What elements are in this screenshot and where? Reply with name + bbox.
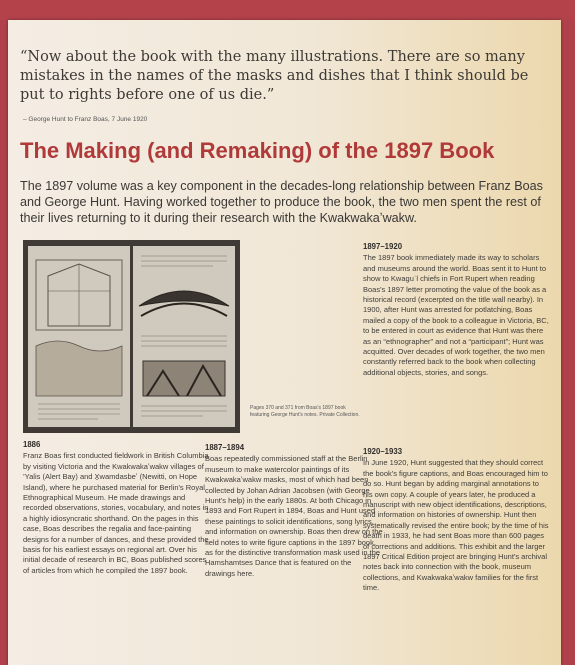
quote-attribution: – George Hunt to Franz Boas, 7 June 1920 [23,116,148,123]
book-page-left-illustration [28,246,130,427]
section-body: The 1897 book immediately made its way to scholars and museums around the world. Boas sent it to Hunt to show to Kwaguʾl chiefs in Fort Rupert when reading Boas's 1897 letter promoting the value of the book as a historical record (excerpted on the title wall nearby). In 1900, after Hunt was arrested for potlatching, Boas mailed a copy of the book to a colleague in Victoria, BC, to be entered in court as evidence that Hunt was there as an “ethnographer” and not a “participant”; Hunt was acquitted. Over decades of work together, the two men constantly referred back to the book when collecting additional objects, stories, and songs. [363,253,549,377]
epigraph-quote: “Now about the book with the many illustrations. There are so many mistakes in the names of the masks and dishes that I think should be put to rights before one of us die.” [20,49,529,103]
section-1897-1920 [363,242,550,378]
section-body: Franz Boas first conducted fieldwork in British Columbia by visiting Victoria and the Kwakwakaʼwakw villages of ’Yalis (Alert Bay) and X̱wamdasbeʼ (Newitti, on Hope Island), where he purchased material for Berlin's Royal Ethnographical Museum. He made drawings and recorded observations, stories, vocabulary, and notes in a highly idiosyncratic shorthand. On the pages in this case, Boas describes the regalia and face-painting designs for a number of dances, and these provided the basis for his earliest essays on regional art. Over his initial decade of research in BC, Boas published scores of articles from which he compiled the 1897 book. [23,451,209,575]
book-page-right-illustration [133,246,235,427]
section-heading: 1887–1894 [205,443,245,452]
section-1920-1933 [363,447,550,594]
book-page-left [28,246,130,427]
section-heading: 1897–1920 [363,242,403,251]
section-body: In June 1920, Hunt suggested that they should correct the book's figure captions, and Boas encouraged him to do so. Hunt began by adding marginal annotations to his own copy. A couple of years later, he produced a manuscript with new object identifications, descriptions, and information on histories of ownership. Hunt then systematically revised the entire book; by the time of his death in 1933, he had sent Boas more than 600 pages of corrections and additions. This exhibit and the larger 1897 Critical Edition project are bringing Hunt's archival notes back into connection with the book, museum collections, and Kwakwakaʼwakw families for the first time. [363,458,549,593]
book-page-right [133,246,235,427]
section-1887-1894 [205,443,383,579]
exhibit-wall-border [0,0,575,20]
section-1886 [23,440,211,576]
photo-caption: Pages 370 and 371 from Boas's 1897 book featuring George Hunt's notes. Private Collection. [250,405,360,418]
section-heading: 1920–1933 [363,447,403,456]
section-heading: 1886 [23,440,41,449]
panel-title: The Making (and Remaking) of the 1897 Book [20,138,495,163]
book-pages-photo [23,240,240,433]
intro-paragraph: The 1897 volume was a key component in the decades-long relationship between Franz Boas and George Hunt. Having worked together to produce the book, the two men spent the rest of their lives returning to it during their research with the Kwakwakaʼwakw. [20,179,543,225]
section-body: Boas repeatedly commissioned staff at the Berlin museum to make watercolor paintings of its Kwakwakaʼwakw masks, most of which had been collected by Johan Adrian Jacobsen (with George Hunt's help) in the early 1880s. At both Chicago in 1893 and Fort Rupert in 1894, Boas and Hunt used these paintings to solicit identifications, song lyrics, and information on ownership. Boas then drew on the field notes to write figure captions in the 1897 book, as for the distinctive transformation mask used in the Hamshamtses Dance that is featured on the drawings here. [205,454,383,578]
